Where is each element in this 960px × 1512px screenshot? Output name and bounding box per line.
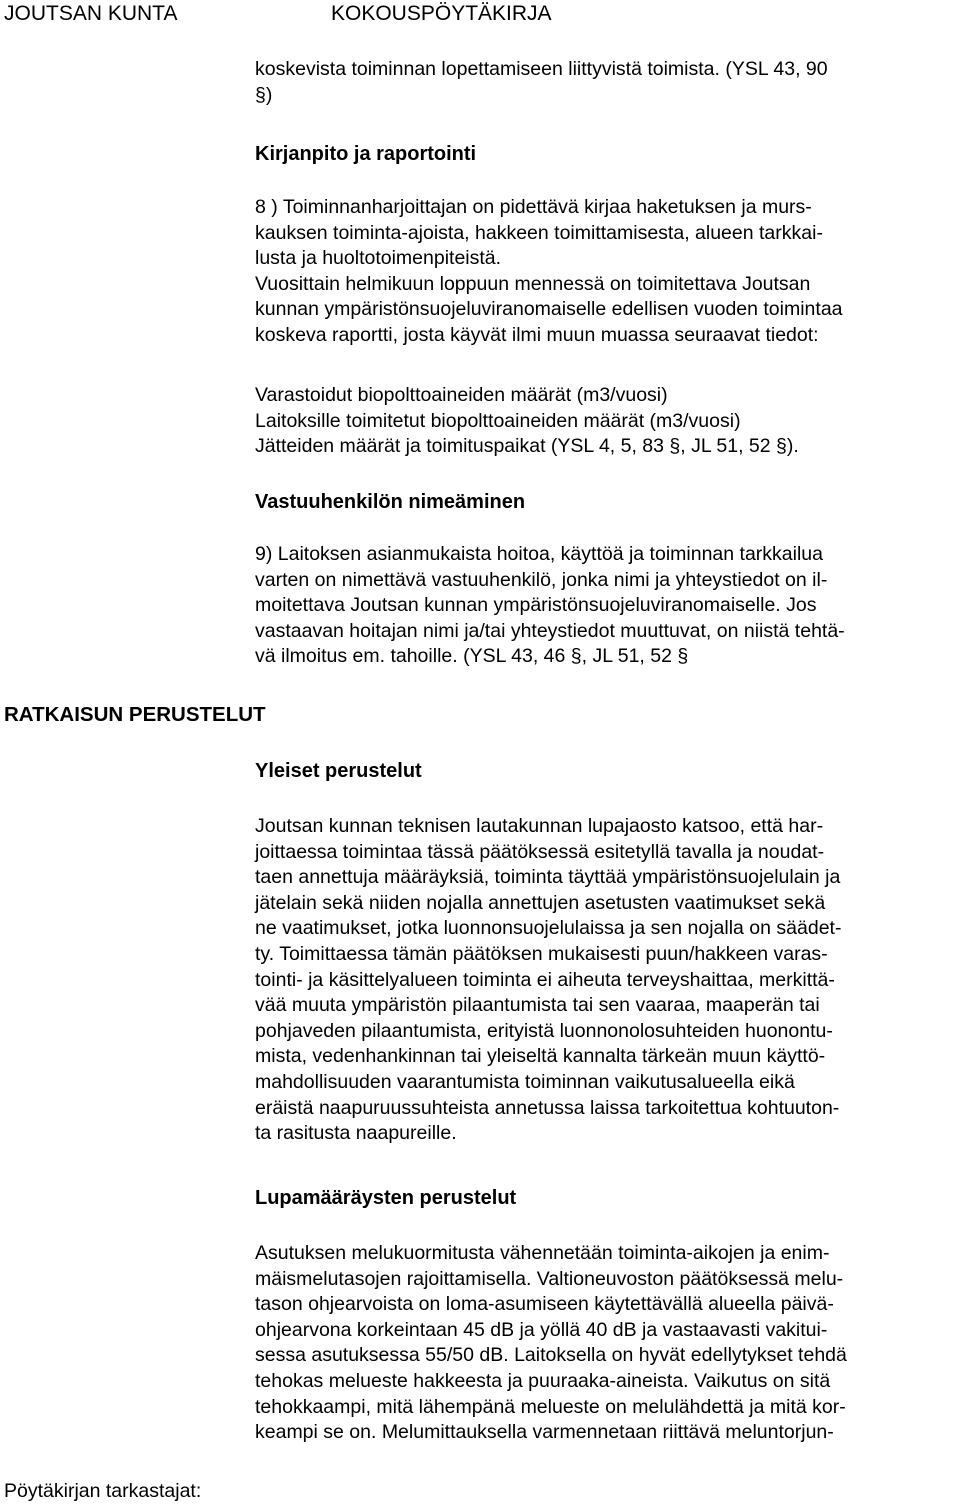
text-line: Asutuksen melukuormitusta vähennetään toiminta-aikojen ja enim- xyxy=(255,1242,830,1264)
text-line: tointi- ja käsittelyalueen toiminta ei aiheuta terveyshaittaa, merkittä- xyxy=(255,968,835,991)
side-heading-ratkaisun-perustelut: RATKAISUN PERUSTELUT xyxy=(4,703,266,726)
text-line: kauksen toiminta-ajoista, hakkeen toimittamisesta, alueen tarkkai- xyxy=(255,221,823,244)
text-line: 9) Laitoksen asianmukaista hoitoa, käyttöä ja toiminnan tarkkailua xyxy=(255,543,823,565)
text-line: mäismelutasojen rajoittamisella. Valtioneuvoston päätöksessä melu- xyxy=(255,1267,844,1290)
text-line: keampi se on. Melumittauksella varmennetaan riittävä meluntorjun- xyxy=(255,1421,834,1444)
text-line: Laitoksille toimitetut biopolttoaineiden määrät (m3/vuosi) xyxy=(255,409,741,432)
section-heading-kirjanpito: Kirjanpito ja raportointi xyxy=(255,143,477,165)
text-line: tehokas melueste hakkeesta ja puuraaka-aineista. Vaikutus on sitä xyxy=(255,1369,831,1392)
lupamaaraysten-paragraph xyxy=(255,1241,847,1446)
section-heading-vastuuhenkilo: Vastuuhenkilön nimeäminen xyxy=(255,491,526,513)
text-line: tehokkaampi, mitä lähempänä melueste on melulähdettä ja mitä kor- xyxy=(255,1395,846,1418)
kirjanpito-paragraph-1 xyxy=(255,195,843,349)
text-line: §) xyxy=(255,83,273,106)
text-line: joittaessa toimintaa tässä päätöksessä esitetyllä tavalla ja noudat- xyxy=(255,840,825,863)
vastuuhenkilo-paragraph xyxy=(255,542,845,670)
text-line: taen annettuja määräyksiä, toiminta täyttää ympäristönsuojelulain ja xyxy=(255,866,841,889)
text-line: ty. Toimittaessa tämän päätöksen mukaisesti puun/hakkeen varas- xyxy=(255,942,828,965)
section-heading-lupamaaraysten: Lupamääräysten perustelut xyxy=(255,1187,517,1209)
text-line: vä ilmoitus em. tahoille. (YSL 43, 46 §, JL 51, 52 § xyxy=(255,645,689,668)
text-line: koskeva raportti, josta käyvät ilmi muun muassa seuraavat tiedot: xyxy=(255,323,819,346)
text-line: jätelain sekä niiden nojalla annettujen asetusten vaatimukset sekä xyxy=(255,891,826,914)
text-line: Vuosittain helmikuun loppuun mennessä on toimitettava Joutsan xyxy=(255,272,811,295)
text-line: tason ohjearvoista on loma-asumiseen käytettävällä alueella päivä- xyxy=(255,1293,834,1316)
text-line: vastaavan hoitajan nimi ja/tai yhteystiedot muuttuvat, on niistä tehtä- xyxy=(255,619,845,642)
text-line: Jätteiden määrät ja toimituspaikat (YSL 4, 5, 83 §, JL 51, 52 §). xyxy=(255,435,799,458)
text-line: eräistä naapuruussuhteista annetussa laissa tarkoitettua kohtuuton- xyxy=(255,1096,840,1119)
text-line: koskevista toiminnan lopettamiseen liittyvistä toimista. (YSL 43, 90 xyxy=(255,58,828,80)
text-line: pohjaveden pilaantumista, erityistä luonnonolosuhteiden huonontu- xyxy=(255,1019,833,1042)
text-line: ta rasitusta naapureille. xyxy=(255,1122,457,1145)
kirjanpito-paragraph-2 xyxy=(255,383,799,460)
text-line: vää muuta ympäristön pilaantumista tai sen vaaraa, maaperän tai xyxy=(255,994,820,1017)
text-line: 8 ) Toiminnanharjoittajan on pidettävä kirjaa haketuksen ja murs- xyxy=(255,196,812,218)
text-line: kunnan ympäristönsuojeluviranomaiselle edellisen vuoden toimintaa xyxy=(255,298,843,321)
footer-inspectors-label: Pöytäkirjan tarkastajat: xyxy=(4,1480,202,1502)
text-line: varten on nimettävä vastuuhenkilö, jonka nimi ja yhteystiedot on il- xyxy=(255,568,828,591)
text-line: Varastoidut biopolttoaineiden määrät (m3/vuosi) xyxy=(255,384,668,406)
text-line: ohjearvona korkeintaan 45 dB ja yöllä 40 dB ja vastaavasti vakitui- xyxy=(255,1318,828,1341)
section-heading-yleiset: Yleiset perustelut xyxy=(255,760,422,782)
text-line: Joutsan kunnan teknisen lautakunnan lupajaosto katsoo, että har- xyxy=(255,815,824,837)
yleiset-paragraph xyxy=(255,814,841,1147)
text-line: moitettava Joutsan kunnan ympäristönsuojeluviranomaiselle. Jos xyxy=(255,594,817,617)
intro-paragraph xyxy=(255,57,828,108)
text-line: sessa asutuksessa 55/50 dB. Laitoksella on hyvät edellytykset tehdä xyxy=(255,1344,847,1367)
text-line: ne vaatimukset, jotka luonnonsuojelulaissa ja sen nojalla on säädet- xyxy=(255,917,842,940)
text-line: mahdollisuuden vaarantumista toiminnan vaikutusalueella eikä xyxy=(255,1070,795,1093)
document-type: KOKOUSPÖYTÄKIRJA xyxy=(331,2,552,25)
text-line: mista, vedenhankinnan tai yleiseltä kannalta tärkeän muun käyttö- xyxy=(255,1045,826,1068)
organization-name: JOUTSAN KUNTA xyxy=(4,2,178,25)
text-line: lusta ja huoltotoimenpiteistä. xyxy=(255,247,502,270)
